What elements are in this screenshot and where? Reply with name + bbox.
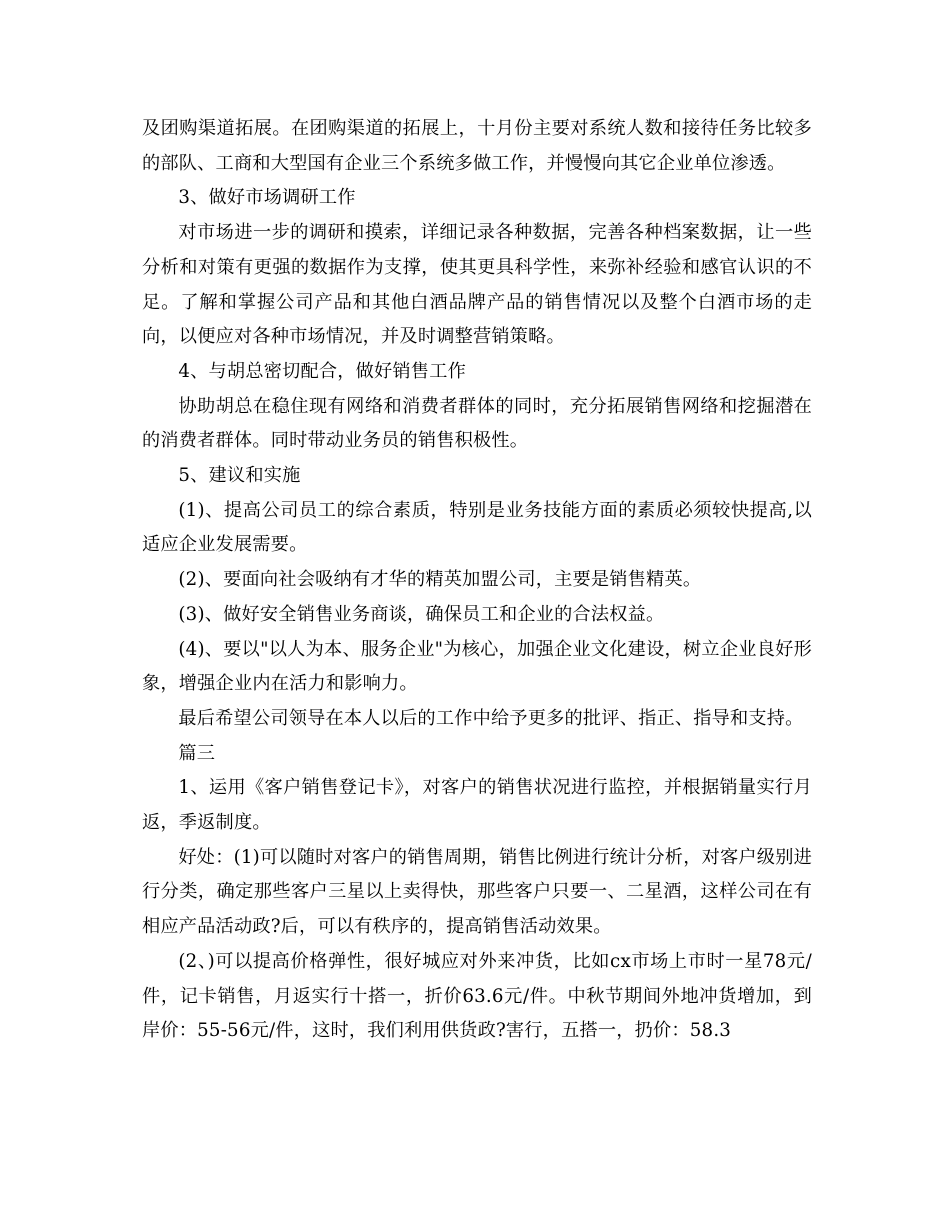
suggestion-item-2: (2)、要面向社会吸纳有才华的精英加盟公司，主要是销售精英。 <box>178 569 702 591</box>
paragraph-closing: 最后希望公司领导在本人以后的工作中给予更多的批评、指正、指导和支持。 <box>178 707 804 729</box>
heading-suggestions: 5、建议和实施 <box>178 465 301 487</box>
document-body <box>142 112 812 1049</box>
paragraph-cooperate-sales: 协助胡总在稳住现有网络和消费者群体的同时，充分拓展销售网络和挖掘潜在的消费者群体。同时带动业务员的销售积极性。 <box>142 395 812 452</box>
suggestion-item-1: (1)、提高公司员工的综合素质，特别是业务技能方面的素质必须较快提高,以适应企业发展需要。 <box>142 499 812 556</box>
paragraph-continuation: 及团购渠道拓展。在团购渠道的拓展上，十月份主要对系统人数和接待任务比较多的部队、工商和大型国有企业三个系统多做工作，并慢慢向其它企业单位渗透。 <box>142 118 812 174</box>
paragraph-sales-card: 1、运用《客户销售登记卡》，对客户的销售状况进行监控，并根据销量实行月返，季返制度。 <box>142 777 812 834</box>
paragraph-benefit-2: (2、)可以提高价格弹性，很好城应对外来冲货，比如cx市场上市时一星78元/件，记卡销售，月返实行十搭一，折价63.6元/件。中秋节期间外地冲货增加，到岸价：55-56元/件，这时，我们利用供货政?害行，五搭一，扔价：58.3 <box>142 950 812 1042</box>
section-heading-part-three: 篇三 <box>178 742 216 764</box>
suggestion-item-3: (3)、做好安全销售业务商谈，确保员工和企业的合法权益。 <box>178 603 665 625</box>
paragraph-benefit-1: 好处：(1)可以随时对客户的销售周期，销售比例进行统计分析，对客户级别进行分类，确定那些客户三星以上卖得快，那些客户只要一、二星酒，这样公司在有相应产品活动政?后，可以有秩序的，提高销售活动效果。 <box>142 846 812 938</box>
paragraph-market-research: 对市场进一步的调研和摸索，详细记录各种数据，完善各种档案数据，让一些分析和对策有更强的数据作为支撑，使其更具科学性，来弥补经验和感官认识的不足。了解和掌握公司产品和其他白酒品牌产品的销售情况以及整个白酒市场的走向，以便应对各种市场情况，并及时调整营销策略。 <box>142 222 812 348</box>
heading-market-research: 3、做好市场调研工作 <box>178 187 356 209</box>
heading-cooperate-sales: 4、与胡总密切配合，做好销售工作 <box>178 360 466 382</box>
suggestion-item-4: (4)、要以"以人为本、服务企业"为核心，加强企业文化建设，树立企业良好形象，增强企业内在活力和影响力。 <box>142 638 812 695</box>
